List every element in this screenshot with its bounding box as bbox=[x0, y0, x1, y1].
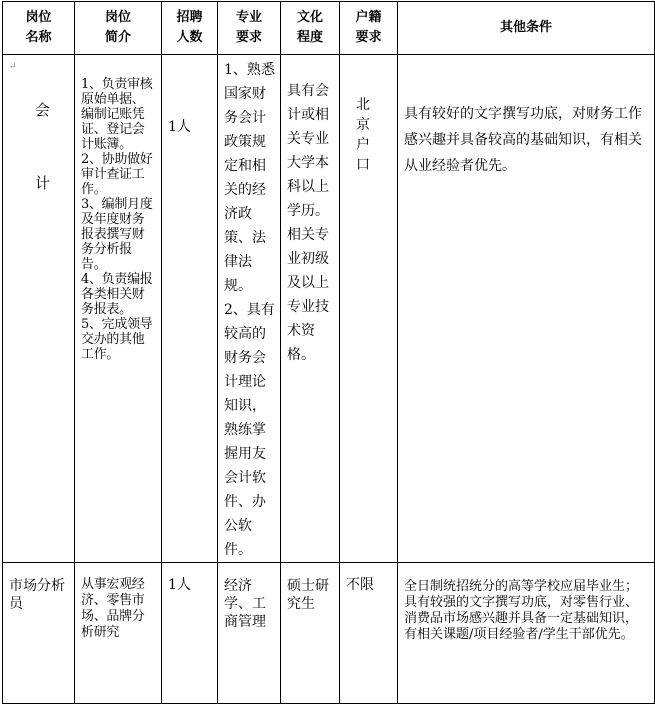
header-job-title bbox=[3, 2, 75, 55]
header-job-intro bbox=[75, 2, 162, 55]
job-title-text: 市场分析员 bbox=[9, 578, 65, 612]
cell-hukou bbox=[340, 563, 398, 704]
cell-education bbox=[281, 55, 340, 563]
major-text: 1、熟悉国家财务会计政策规定和相关的经济政策、法律法规。 2、具有较高的财务会计理论知识，熟练掌握用友会计软件、办公软件。 bbox=[224, 62, 275, 558]
header-line: 招聘 bbox=[176, 10, 203, 25]
header-line: 要求 bbox=[355, 30, 382, 45]
header-text bbox=[75, 8, 161, 48]
job-intro-text: 从事宏观经济、零售市场、品牌分析研究 bbox=[81, 577, 145, 640]
cell-headcount bbox=[162, 563, 218, 704]
header-line: 户籍 bbox=[355, 10, 382, 25]
header-text bbox=[218, 8, 280, 48]
cell-major bbox=[218, 55, 281, 563]
hukou-text: 不限 bbox=[346, 577, 374, 593]
major-text: 经济学、工商管理 bbox=[224, 578, 266, 630]
job-title-block bbox=[3, 55, 74, 192]
education-text: 硕士研究生 bbox=[287, 578, 329, 612]
header-text bbox=[340, 8, 397, 48]
header-education bbox=[281, 2, 340, 55]
header-text bbox=[3, 8, 74, 48]
header-line: 名称 bbox=[25, 30, 52, 45]
cell-major bbox=[218, 563, 281, 704]
cell-job-title bbox=[3, 563, 75, 704]
headcount-text: 1人 bbox=[168, 577, 191, 593]
other-conditions-text: 全日制统招统分的高等学校应届毕业生；具有较强的文字撰写功底，对零售行业、消费品市场感兴趣并具备一定基础知识，有相关课题/项目经验者/学生干部优先。 bbox=[404, 579, 639, 642]
cell-hukou bbox=[340, 55, 398, 563]
header-row bbox=[3, 2, 655, 55]
education-text: 具有会计或相关专业大学本科以上学历。相关专业初级及以上专业技术资格。 bbox=[287, 83, 329, 363]
job-title-part: 计 bbox=[35, 174, 51, 192]
other-conditions-text: 具有较好的文字撰写功底，对财务工作感兴趣并具备较高的基础知识，有相关从业经验者优先。 bbox=[404, 106, 642, 174]
cell-education bbox=[281, 563, 340, 704]
header-line: 岗位 bbox=[104, 10, 131, 25]
cell-job-intro bbox=[75, 55, 162, 563]
cell-job-intro bbox=[75, 563, 162, 704]
header-line: 人数 bbox=[176, 30, 203, 45]
header-line: 专业 bbox=[235, 10, 262, 25]
header-line: 程度 bbox=[296, 30, 323, 45]
header-other bbox=[398, 2, 655, 55]
job-title-part: 会 bbox=[35, 101, 51, 119]
header-line: 其他条件 bbox=[499, 20, 552, 35]
cell-headcount bbox=[162, 55, 218, 563]
header-line: 文化 bbox=[296, 10, 323, 25]
recruitment-table bbox=[2, 1, 655, 704]
cell-job-title bbox=[3, 55, 75, 563]
header-line: 简介 bbox=[104, 30, 131, 45]
hukou-text: 北京户口 bbox=[356, 97, 370, 173]
header-text bbox=[162, 8, 217, 48]
header-text bbox=[281, 8, 339, 48]
header-line: 岗位 bbox=[25, 10, 52, 25]
para-mark: ↵ bbox=[9, 62, 17, 72]
header-headcount bbox=[162, 2, 218, 55]
table-row bbox=[3, 563, 655, 704]
job-intro-text: 1、负责审核原始单据、编制记账凭证、登记会计账簿。 2、协助做好审计查证工作。 3、编制月度及年度财务报表撰写财务分析报告。 4、负责编报各类相关财务报表。 5、完成领导交办的其他工作。 bbox=[81, 77, 153, 362]
headcount-text: 1人 bbox=[168, 119, 191, 135]
header-text bbox=[398, 18, 654, 38]
cell-other bbox=[398, 55, 655, 563]
table-row bbox=[3, 55, 655, 563]
header-major bbox=[218, 2, 281, 55]
cell-other bbox=[398, 563, 655, 704]
header-hukou bbox=[340, 2, 398, 55]
header-line: 要求 bbox=[235, 30, 262, 45]
